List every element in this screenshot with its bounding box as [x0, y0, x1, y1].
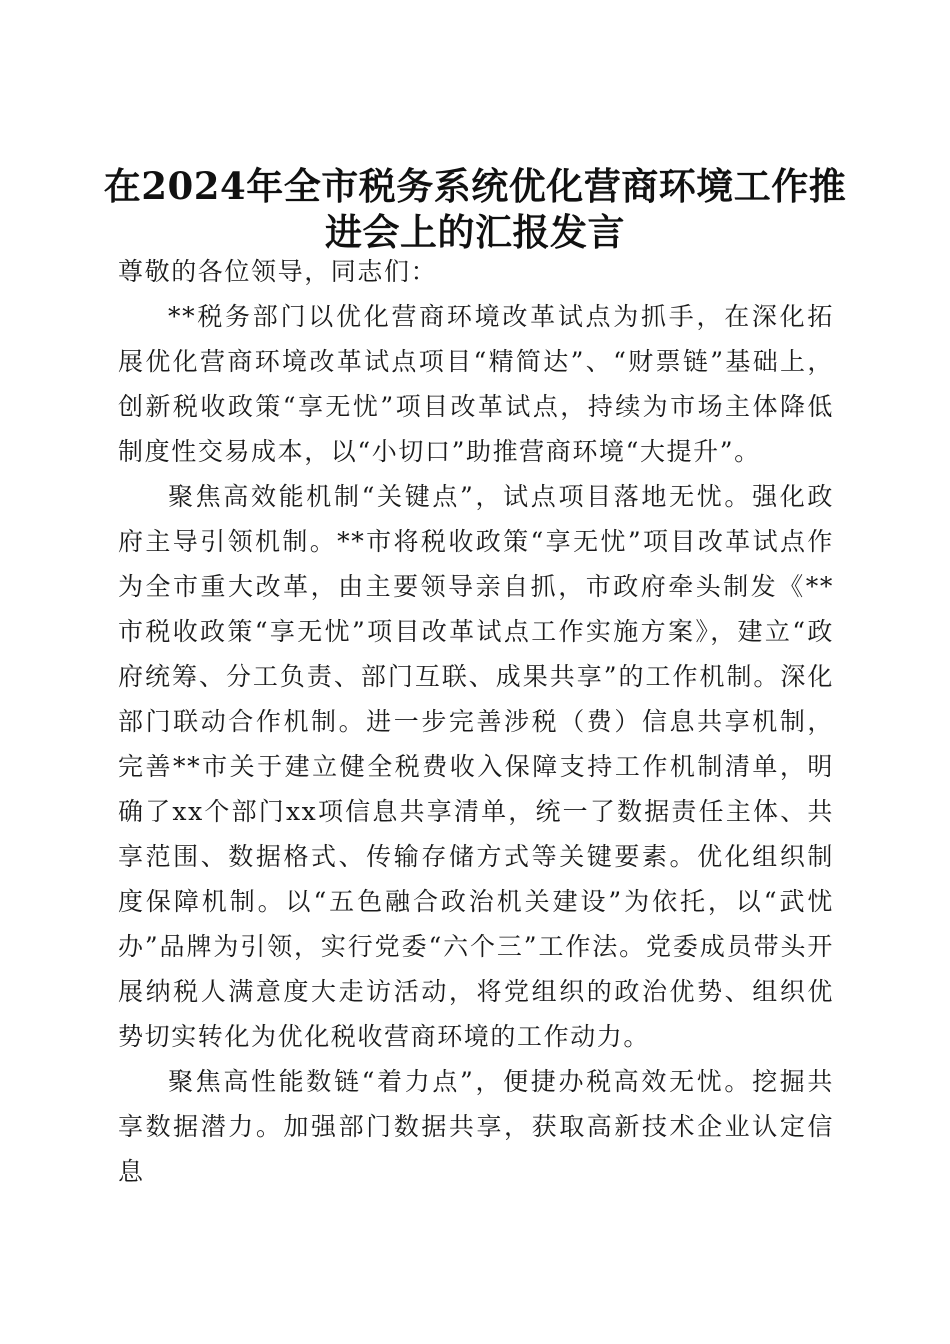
- paragraph-data-chain: 聚焦高性能数链“着力点”，便捷办税高效无忧。挖掘共享数据潜力。加强部门数据共享，获取高新技术企业认定信息: [118, 1067, 834, 1186]
- title-line-2: 进会上的汇报发言: [325, 209, 625, 254]
- document-body: [118, 249, 834, 1194]
- salutation: 尊敬的各位领导，同志们：: [118, 257, 438, 286]
- paragraph-intro: **税务部门以优化营商环境改革试点为抓手，在深化拓展优化营商环境改革试点项目“精简达”、“财票链”基础上，创新税收政策“享无忧”项目改革试点，持续为市场主体降低制度性交易成本，以“小切口”助推营商环境“大提升”。: [118, 302, 834, 466]
- paragraph-mechanism: 聚焦高效能机制“关键点”，试点项目落地无忧。强化政府主导引领机制。**市将税收政策“享无忧”项目改革试点作为全市重大改革，由主要领导亲自抓，市政府牵头制发《**市税收政策“享无忧”项目改革试点工作实施方案》，建立“政府统筹、分工负责、部门互联、成果共享”的工作机制。深化部门联动合作机制。进一步完善涉税（费）信息共享机制，完善**市关于建立健全税费收入保障支持工作机制清单，明确了xx个部门xx项信息共享清单，统一了数据责任主体、共享范围、数据格式、传输存储方式等关键要素。优化组织制度保障机制。以“五色融合政治机关建设”为依托，以“武忧办”品牌为引领，实行党委“六个三”工作法。党委成员带头开展纳税人满意度大走访活动，将党组织的政治优势、组织优势切实转化为优化税收营商环境的工作动力。: [118, 482, 834, 1051]
- document-title: [100, 163, 850, 255]
- title-line-1: 在2024年全市税务系统优化营商环境工作推: [103, 163, 847, 208]
